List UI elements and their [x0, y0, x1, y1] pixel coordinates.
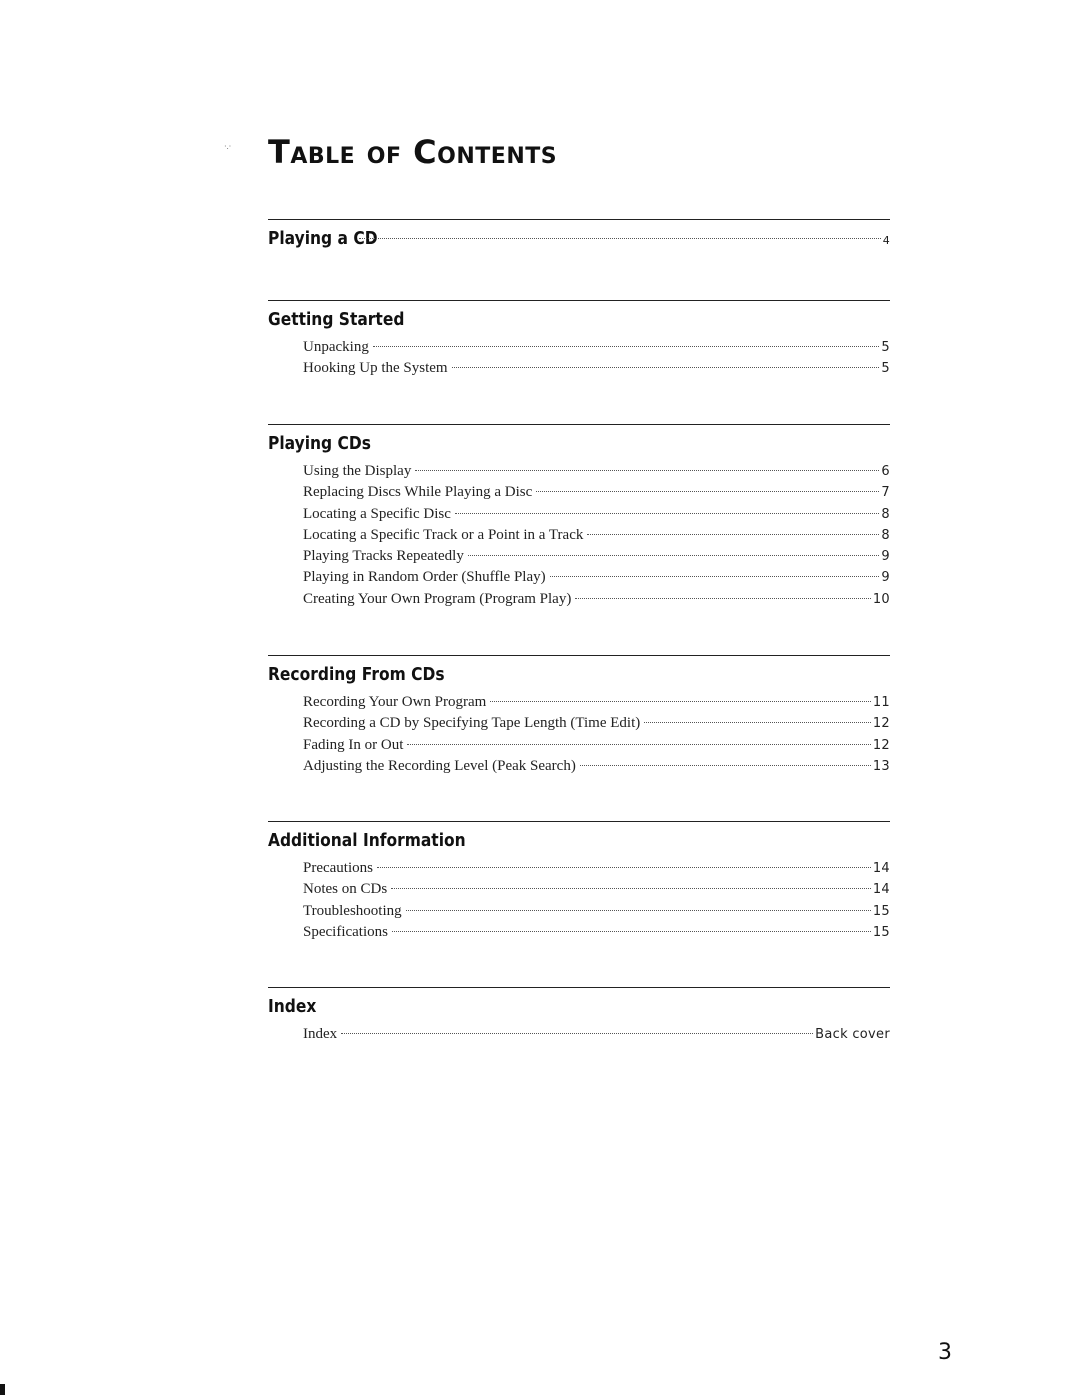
dot-leader	[575, 598, 871, 599]
entry-list	[268, 339, 890, 382]
dot-leader	[407, 744, 870, 745]
toc-entry[interactable]	[303, 569, 890, 590]
toc-entry[interactable]	[303, 548, 890, 569]
dot-leader	[377, 867, 871, 868]
toc-section-recording-from-cds	[268, 655, 890, 779]
dot-leader	[373, 346, 880, 347]
entry-title: Notes on CDs	[303, 881, 388, 898]
entry-title: Using the Display	[303, 463, 412, 479]
entry-title: Troubleshooting	[303, 902, 402, 919]
dot-leader	[359, 238, 880, 239]
dot-leader	[406, 910, 871, 911]
page-ref: 15	[872, 903, 890, 919]
page-ref: 4	[882, 234, 890, 247]
entry-title: Locating a Specific Track or a Point in a Track	[303, 526, 584, 543]
toc-entry[interactable]	[303, 506, 890, 527]
toc-entry[interactable]	[303, 758, 890, 779]
entry-title: Adjusting the Recording Level (Peak Search)	[303, 757, 576, 774]
page-ref: 9	[881, 570, 890, 586]
entry-title: Index	[303, 1026, 338, 1042]
section-divider	[268, 821, 890, 822]
entry-title: Recording a CD by Specifying Tape Length (Time Edit)	[303, 715, 641, 732]
entry-list	[268, 1026, 890, 1047]
section-heading: Additional Information	[268, 830, 466, 851]
toc-entry[interactable]	[303, 527, 890, 548]
toc-entry[interactable]	[303, 591, 890, 612]
entry-title: Hooking Up the System	[303, 360, 448, 377]
toc-section-index	[268, 987, 890, 1047]
page-ref: Back cover	[815, 1027, 890, 1042]
toc-entry[interactable]	[303, 860, 890, 881]
entry-list	[268, 694, 890, 779]
dot-leader	[580, 765, 871, 766]
entry-title: Precautions	[303, 860, 373, 876]
dot-leader	[452, 367, 880, 368]
dot-leader	[550, 576, 880, 577]
page-ref: 8	[881, 506, 890, 522]
page-ref: 12	[872, 716, 890, 732]
page-ref: 8	[881, 527, 890, 543]
scan-edge-mark	[0, 1384, 5, 1395]
dot-leader	[536, 491, 879, 492]
section-heading: Recording From CDs	[268, 664, 445, 685]
page-ref: 6	[881, 464, 890, 479]
entry-title: Fading In or Out	[303, 736, 404, 753]
section-heading: Playing a CD	[268, 228, 378, 249]
dot-leader	[415, 470, 879, 471]
toc-entry[interactable]	[303, 339, 890, 360]
page-ref: 5	[881, 340, 890, 355]
toc-entry[interactable]	[303, 360, 890, 381]
section-heading: Playing CDs	[268, 433, 371, 454]
toc-entry[interactable]	[303, 881, 890, 902]
entry-list	[268, 463, 890, 612]
page-ref: 12	[872, 737, 890, 753]
dot-leader	[490, 701, 871, 702]
section-heading: Getting Started	[268, 309, 405, 330]
page-ref: 15	[872, 924, 890, 940]
page-ref: 10	[872, 591, 890, 607]
dot-leader	[391, 888, 871, 889]
section-divider	[268, 300, 890, 301]
toc-section-getting-started	[268, 300, 890, 382]
toc-entry[interactable]	[303, 1026, 890, 1047]
page-ref: 9	[881, 549, 890, 565]
toc-entry[interactable]	[303, 463, 890, 484]
section-divider	[268, 655, 890, 656]
dot-leader	[468, 555, 880, 556]
dot-leader	[455, 513, 880, 514]
scan-speck: ·.·	[224, 142, 232, 151]
toc-entry[interactable]	[303, 694, 890, 715]
dot-leader	[341, 1033, 813, 1034]
toc-heading-row[interactable]	[268, 228, 890, 250]
toc-entry[interactable]	[303, 484, 890, 505]
entry-title: Unpacking	[303, 339, 369, 355]
page-title: Table of Contents	[268, 133, 558, 171]
entry-title: Playing Tracks Repeatedly	[303, 548, 464, 565]
section-divider	[268, 219, 890, 220]
entry-title: Locating a Specific Disc	[303, 505, 451, 522]
page-ref: 14	[872, 882, 890, 898]
page-ref: 13	[872, 758, 890, 774]
toc-entry[interactable]	[303, 737, 890, 758]
toc-section-playing-cds	[268, 424, 890, 612]
page-ref: 7	[881, 485, 890, 501]
entry-title: Creating Your Own Program (Program Play)	[303, 590, 572, 607]
page-ref: 11	[872, 695, 890, 710]
entry-title: Specifications	[303, 923, 388, 940]
page-ref: 5	[881, 361, 890, 377]
toc-entry[interactable]	[303, 924, 890, 945]
dot-leader	[644, 722, 871, 723]
section-divider	[268, 424, 890, 425]
entry-title: Replacing Discs While Playing a Disc	[303, 484, 533, 501]
toc-entry[interactable]	[303, 903, 890, 924]
toc-section-playing-a-cd	[268, 219, 890, 250]
dot-leader	[392, 931, 871, 932]
section-divider	[268, 987, 890, 988]
page-ref: 14	[872, 861, 890, 876]
toc-section-additional-information	[268, 821, 890, 945]
section-heading: Index	[268, 996, 317, 1017]
entry-title: Playing in Random Order (Shuffle Play)	[303, 569, 546, 586]
entry-list	[268, 860, 890, 945]
dot-leader	[587, 534, 879, 535]
toc-entry[interactable]	[303, 715, 890, 736]
page-number: 3	[938, 1340, 952, 1365]
entry-title: Recording Your Own Program	[303, 694, 487, 710]
